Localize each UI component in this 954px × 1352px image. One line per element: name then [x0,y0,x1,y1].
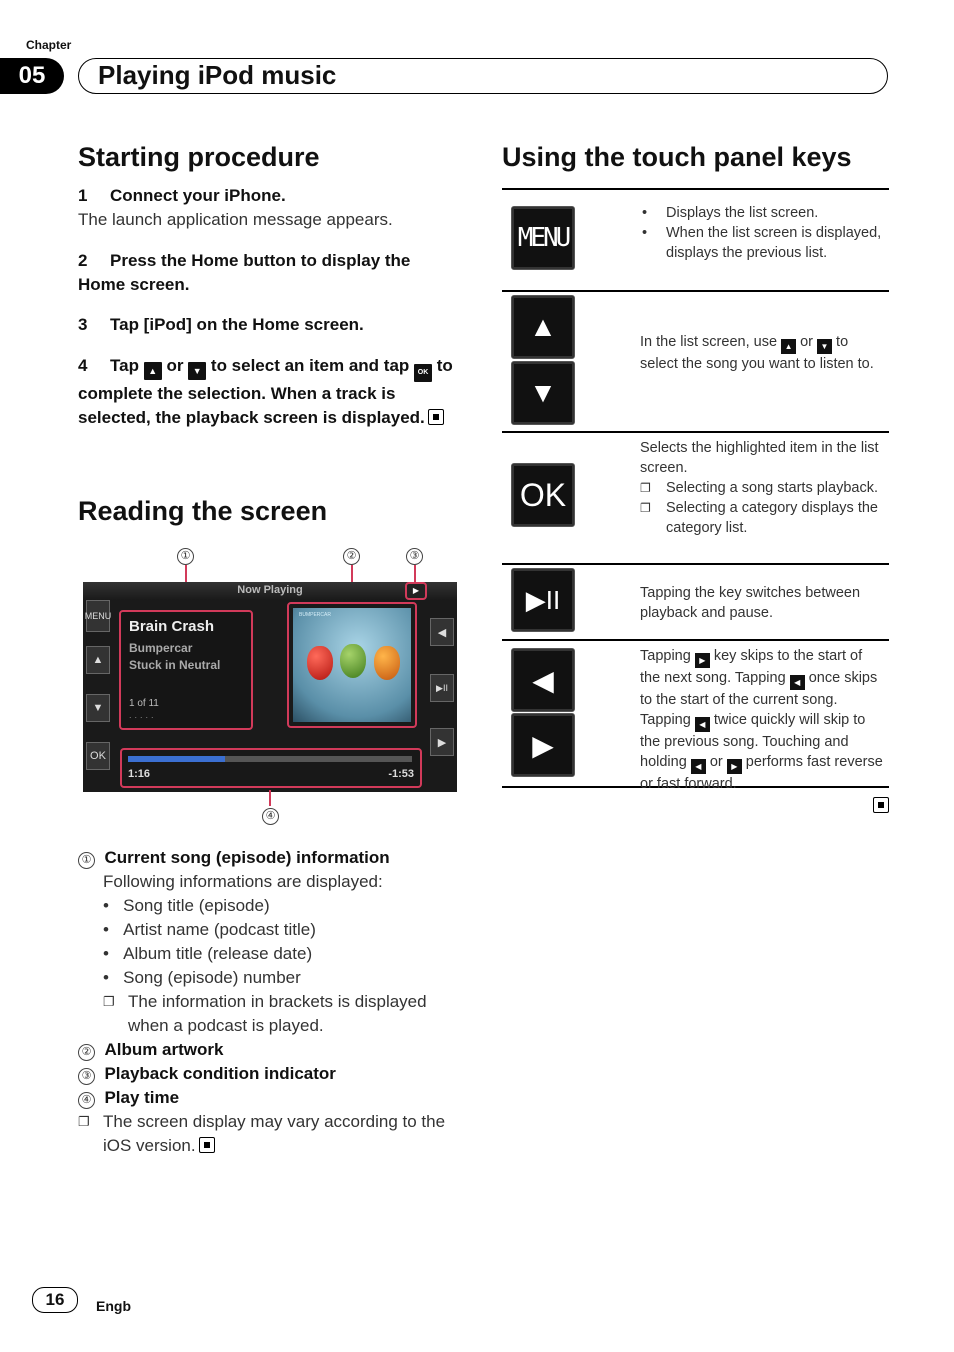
ok-key-icon: OK [511,463,575,527]
step-4: 4 Tap ▲ or ▼ to select an item and tap OK to complete the selection. When a track is selected, the playback screen is displayed. [78,356,453,427]
down-key-icon: ▼ [188,362,206,380]
progress-fill [128,756,225,762]
callout-4: ④ [262,808,279,825]
language-code: Engb [96,1298,131,1314]
down-arrow-key-icon: ▼ [511,361,575,425]
next-key-icon: ▶ [511,713,575,777]
play-pause-key-icon: ▶II [511,568,575,632]
ok-key-description: Selects the highlighted item in the list screen. ❐ Selecting a song starts playback. ❐ Selecting a category displays the category list. [640,438,885,538]
elapsed-time: 1:16 [128,768,151,780]
reading-heading: Reading the screen [78,496,328,526]
prev-key-icon: ◀ [511,648,575,712]
up-button[interactable]: ▲ [86,646,110,674]
touch-heading: Using the touch panel keys [502,142,852,172]
prev-next-key-description: Tapping ▶ key skips to the start of the next song. Tapping ◀ once skips to the start of the current song. Tapping ◀ twice quickly will skip to the previous song. Touching and holding ◀ or ▶ performs fast reverse or fast forward. [640,648,883,792]
step-2: 2 Press the Home button to display the Home screen. [78,251,411,294]
menu-key-description: • Displays the list screen. • When the list screen is displayed, displays the previous list. [640,203,885,263]
remaining-time: -1:53 [388,768,414,780]
table-rule [502,431,889,433]
progress-track [128,756,412,762]
playback-indicator: ▶ [405,582,427,600]
album-name: Stuck in Neutral [129,658,221,672]
table-rule [502,290,889,292]
play-time-panel [120,748,422,788]
menu-key-icon: MENU [511,206,575,270]
chapter-title: Playing iPod music [98,60,337,90]
callout-3-line [414,565,416,583]
down-button[interactable]: ▼ [86,694,110,722]
chapter-label: Chapter [26,38,72,52]
album-artwork: BUMPERCAR [293,608,411,722]
track-count: 1 of 11 [129,698,159,709]
table-rule [502,563,889,565]
callout-2: ② [343,548,360,565]
play-pause-button[interactable]: ▶II [430,674,454,702]
end-mark-icon [428,409,444,425]
menu-button[interactable]: MENU [86,600,110,632]
starting-heading: Starting procedure [78,142,320,172]
end-mark-icon [873,797,889,813]
up-key-icon: ▲ [144,362,162,380]
play-pause-key-description: Tapping the key switches between playback and pause. [640,585,861,621]
up-arrow-key-icon: ▲ [511,295,575,359]
step-1: 1 Connect your iPhone. [78,186,286,205]
prev-button[interactable]: ◀ [430,618,454,646]
next-button[interactable]: ▶ [430,728,454,756]
chapter-number: 05 [0,58,64,94]
page-number: 16 [32,1287,78,1313]
legend-list: ① Current song (episode) information Following informations are displayed: • Song title (episode) • Artist name (podcast title) • Album title (release date) • Song (episode) number ❐ The information in brackets is displayed when a podcast is played. ② Album artwork ③ Playback condition indicator ④ Play time ❐ The screen display may vary according to the iOS version. [78,848,446,1155]
song-info-panel [119,610,253,730]
end-mark-icon [199,1137,215,1153]
now-playing-screenshot [83,582,457,792]
table-rule [502,188,889,190]
table-rule [502,639,889,641]
up-down-key-description: In the list screen, use ▲ or ▼ to select the song you want to listen to. [640,334,874,372]
callout-4-line [269,790,271,806]
callout-3: ③ [406,548,423,565]
dots: ..... [129,710,157,720]
artist-name: Bumpercar [129,641,193,655]
callout-1: ① [177,548,194,565]
album-artwork-frame [287,602,417,728]
ok-button[interactable]: OK [86,742,110,770]
ok-key-icon: OK [414,364,432,382]
song-title: Brain Crash [129,618,215,635]
screen-title: Now Playing [237,584,303,596]
step-3: 3 Tap [iPod] on the Home screen. [78,315,364,334]
step-1-note: The launch application message appears. [78,210,393,229]
